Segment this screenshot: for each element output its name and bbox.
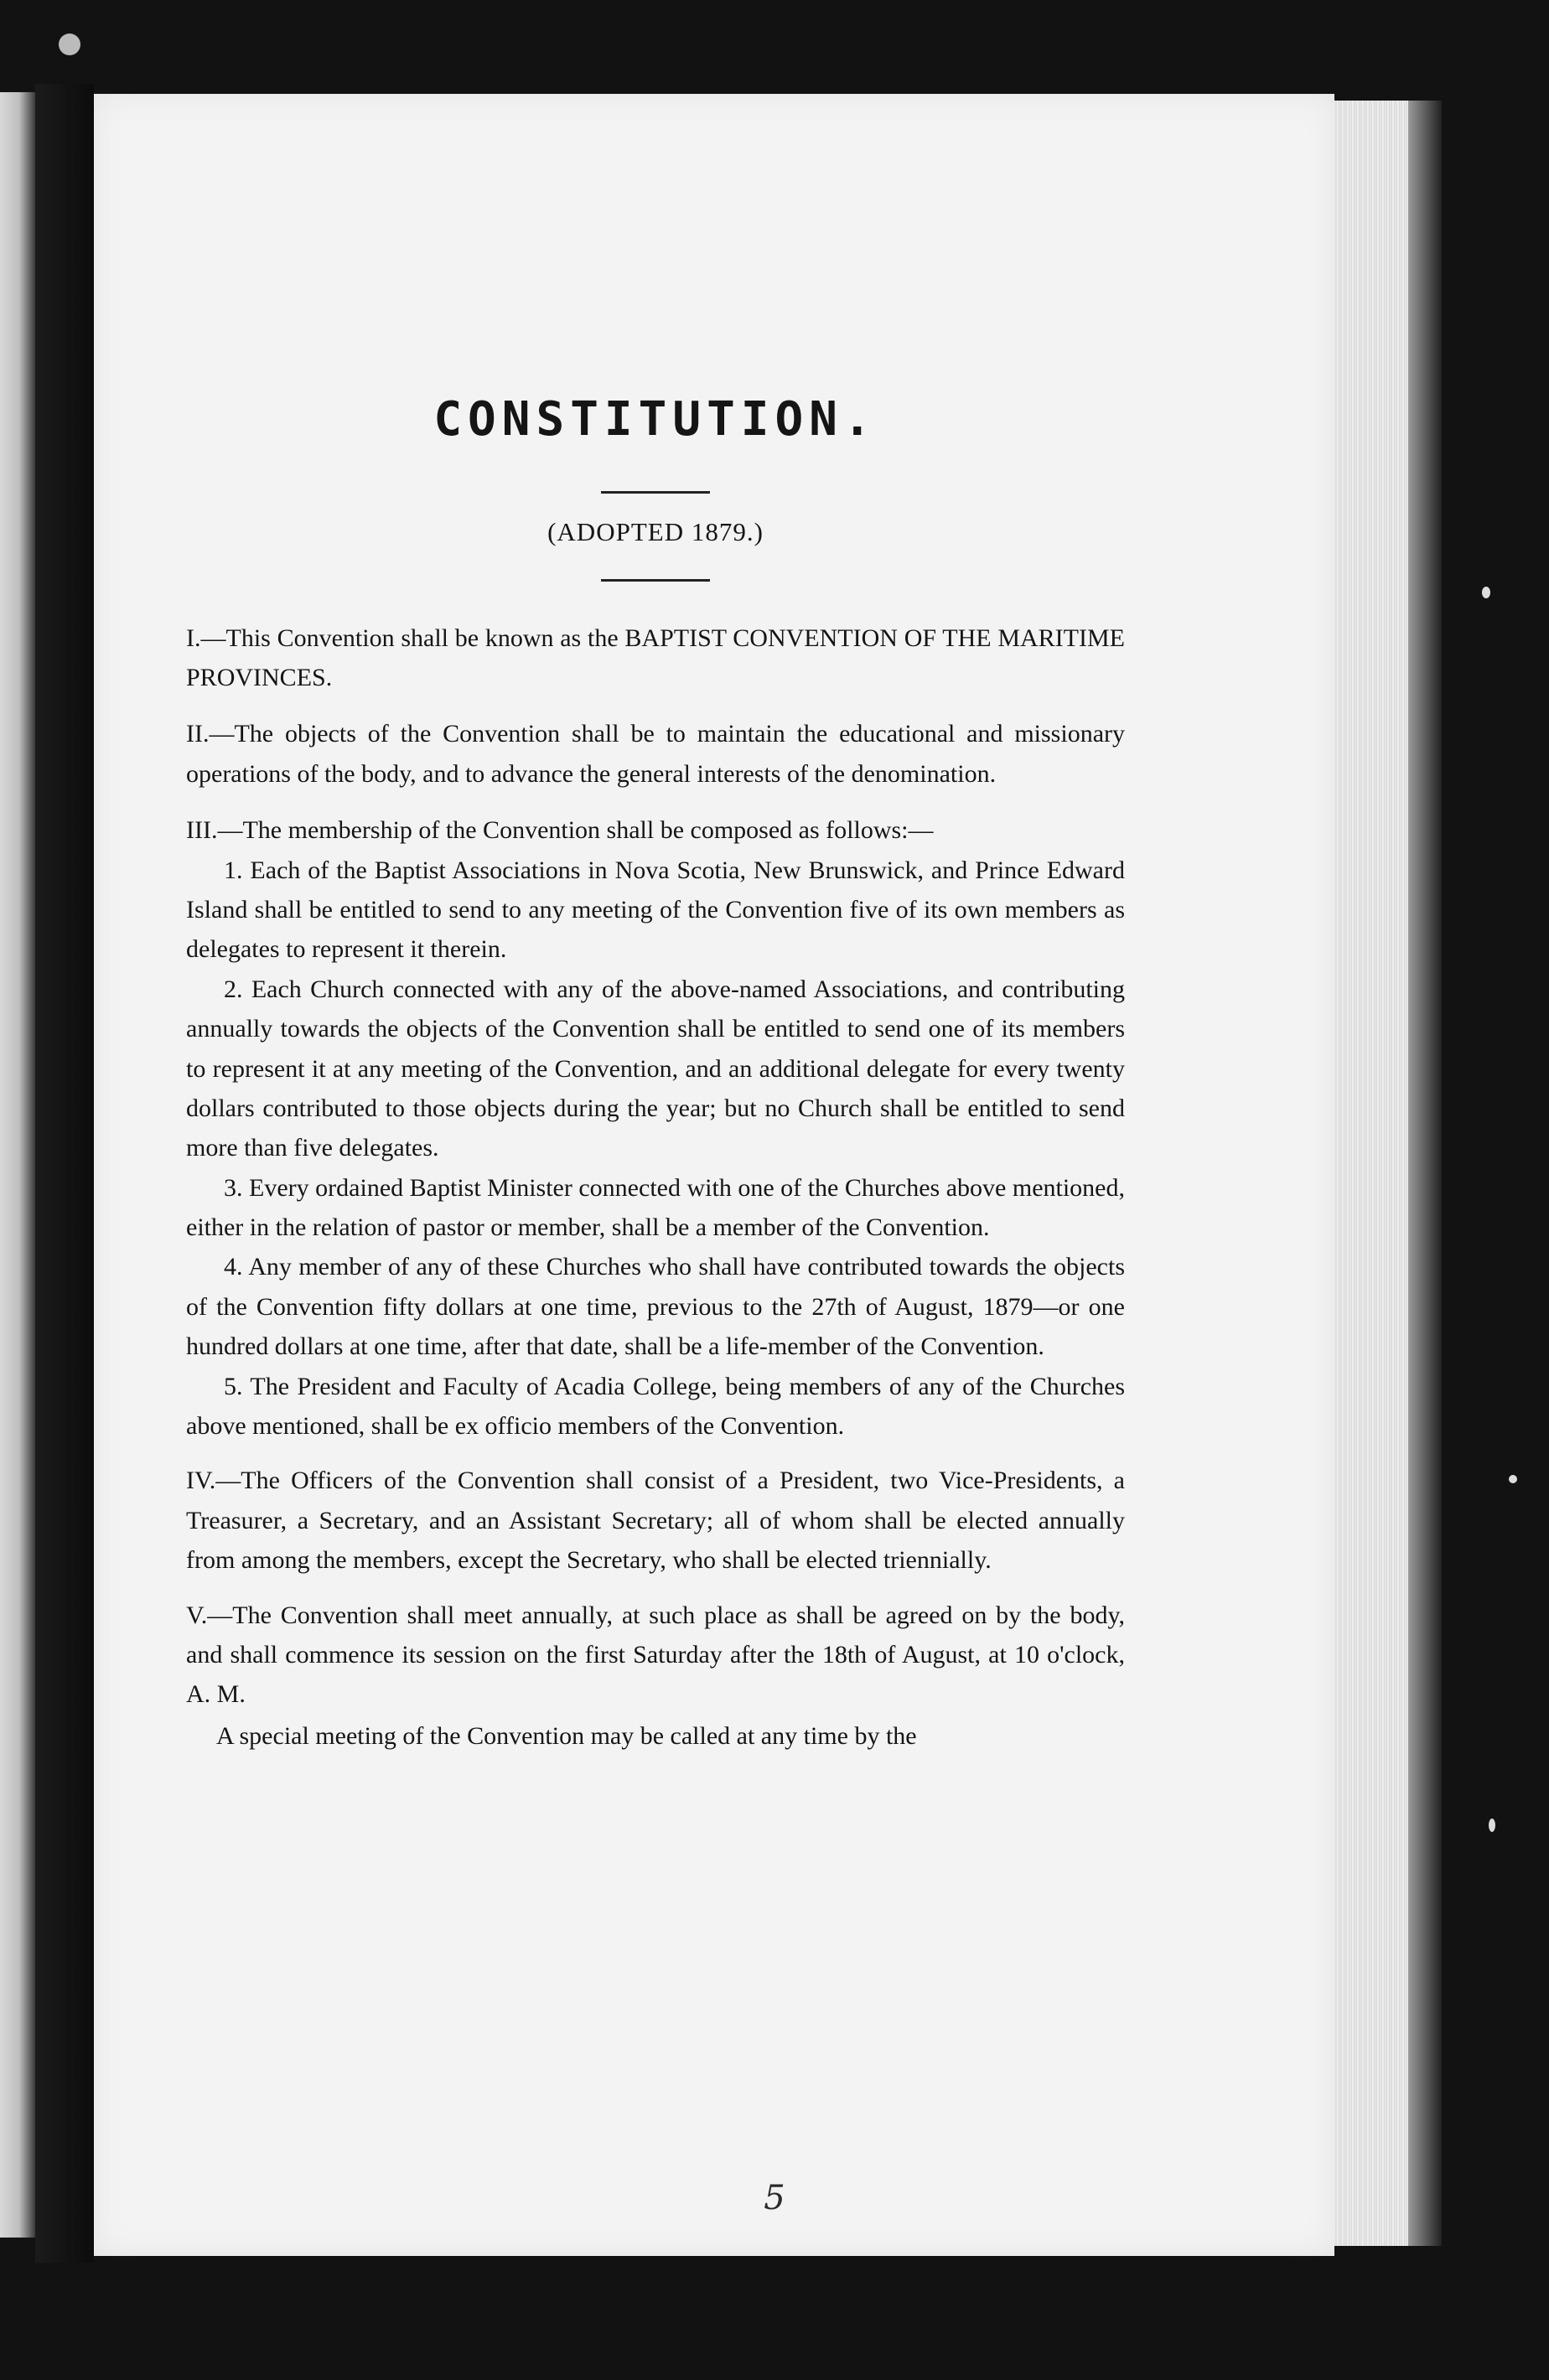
binding-shadow bbox=[35, 84, 94, 2263]
dust-speck bbox=[59, 34, 80, 55]
special-meeting-paragraph: A special meeting of the Convention may be called at any time by the bbox=[216, 1721, 917, 1750]
membership-clause-3: 3. Every ordained Baptist Minister connected with one of the Churches above mentioned, either in the relation of pastor or member, shall be a member of the Convention. bbox=[186, 1173, 1125, 1242]
divider-rule bbox=[601, 579, 710, 582]
document-title: CONSTITUTION. bbox=[433, 392, 878, 447]
membership-clause-1: 1. Each of the Baptist Associations in Nova Scotia, New Brunswick, and Prince Edward Island shall be entitled to send to any meeting of the Convention five of its own members as delegates to represent it therein. bbox=[186, 856, 1125, 964]
article-4: IV.—The Officers of the Convention shall consist of a President, two Vice-Presidents, a Treasurer, a Secretary, and an Assistant Secretary; all of whom shall be elected annually from among the members, except the Secretary, who shall be elected triennially. bbox=[186, 1467, 1125, 1575]
dust-speck bbox=[1489, 1819, 1495, 1832]
page-content bbox=[186, 394, 1125, 1756]
page-number: 5 bbox=[764, 2179, 785, 2217]
page-stack-edge bbox=[1334, 101, 1408, 2246]
article-2: II.—The objects of the Convention shall be to maintain the educational and missionary operations of the body, and to advance the general interests of the denomination. bbox=[186, 720, 1125, 788]
article-3: III.—The membership of the Convention shall be composed as follows:— bbox=[186, 816, 934, 845]
membership-clause-2: 2. Each Church connected with any of the above-named Associations, and contributing annually towards the objects of the Convention shall be entitled to send one of its members to represent it at any meeting of the Convention, and an additional delegate for every twenty dollars contributed to those objects during the year; but no Church shall be entitled to send more than five delegates. bbox=[186, 975, 1125, 1162]
dust-speck bbox=[1482, 587, 1490, 598]
page-stack-shadow bbox=[1408, 101, 1442, 2246]
membership-clause-4: 4. Any member of any of these Churches who shall have contributed towards the objects of the Convention fifty dollars at one time, previous to the 27th of August, 1879—or one hundred dollars at one time, after that date, shall be a life-member of the Convention. bbox=[186, 1253, 1125, 1361]
article-1: I.—This Convention shall be known as the BAPTIST CONVENTION OF THE MARITIME PROVINCES. bbox=[186, 623, 1125, 691]
divider-rule bbox=[601, 491, 710, 494]
adopted-date: (ADOPTED 1879.) bbox=[547, 516, 764, 546]
article-5: V.—The Convention shall meet annually, at such place as shall be agreed on by the body, and shall commence its session on the first Saturday after the 18th of August, at 10 o'clock, A. M. bbox=[186, 1601, 1125, 1709]
membership-clause-5: 5. The President and Faculty of Acadia College, being members of any of the Churches above mentioned, shall be ex officio members of the Convention. bbox=[186, 1372, 1125, 1441]
dust-speck bbox=[1509, 1475, 1517, 1483]
left-page-edge bbox=[0, 92, 35, 2238]
